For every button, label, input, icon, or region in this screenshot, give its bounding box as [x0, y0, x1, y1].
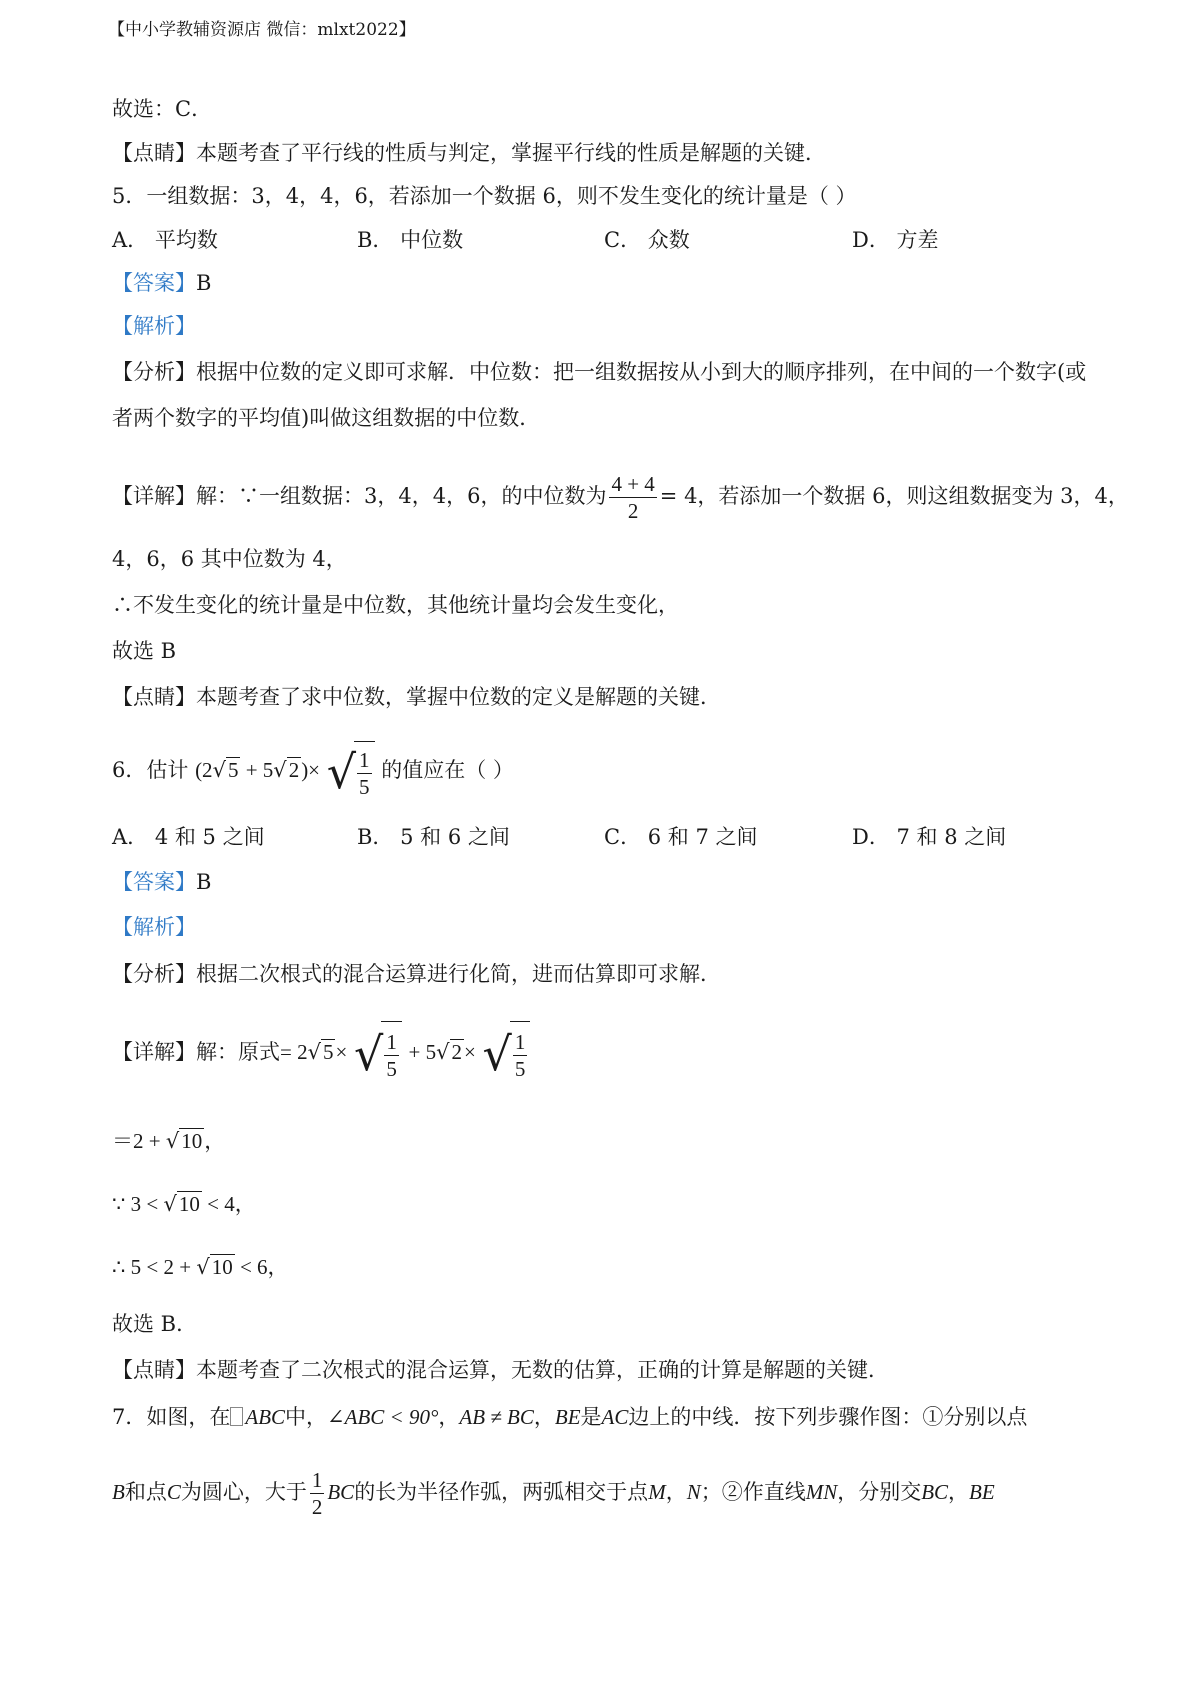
- q7-text: ，: [665, 1480, 687, 1504]
- dianjing-tag: 【点睛】: [112, 141, 196, 165]
- answer-6: [112, 868, 211, 896]
- fraction-numerator: 4 + 4: [611, 472, 655, 496]
- step-radicand: 10: [178, 1192, 200, 1216]
- fraction-numerator: 1: [386, 1030, 397, 1054]
- q6-radicand-5: 5: [227, 758, 239, 782]
- xiangjie-5-line4: 故选 B: [112, 639, 177, 663]
- q7-line-mn: MN: [805, 1480, 838, 1504]
- q7-bc: BC: [327, 1480, 355, 1504]
- analysis-tag-6: 【解析】: [112, 915, 196, 939]
- q6-option-c: C． 6 和 7 之间: [604, 825, 758, 849]
- sqrt-icon: √: [482, 1026, 512, 1081]
- xiangjie-6-line1: [112, 1020, 530, 1086]
- xj6-times-2: ×: [464, 1040, 476, 1064]
- fenxi-5-line1: [112, 358, 1086, 386]
- sqrt-icon: √: [326, 744, 357, 799]
- xiangjie-5-line2: 4，6，6 其中位数为 4，: [112, 547, 347, 571]
- dianjing-4: [112, 139, 826, 167]
- q5-option-c: C． 众数: [604, 228, 690, 252]
- fraction-denominator: 5: [514, 1057, 526, 1081]
- xj6-radicand-2: 2: [451, 1040, 462, 1064]
- answer-5: [112, 269, 211, 297]
- step-suffix: ，: [204, 1129, 226, 1153]
- xj6-sqrt-fraction-2: [483, 1021, 531, 1086]
- dianjing-6: [112, 1356, 889, 1384]
- xiangjie-tag: 【详解】: [112, 1040, 196, 1064]
- q7-point-b: B: [112, 1480, 125, 1504]
- xj6-eq: = 2: [280, 1040, 308, 1064]
- q7-triangle: ABC: [245, 1405, 286, 1429]
- q6-close: )×: [301, 758, 321, 782]
- q6-expr-open: (2: [195, 758, 213, 782]
- fraction-denominator: 2: [311, 1495, 323, 1519]
- fraction-numerator: 1: [359, 748, 370, 772]
- xiangjie-6-end: 故选 B．: [112, 1312, 198, 1336]
- sqrt-icon: √: [163, 1192, 177, 1216]
- dianjing-tag: 【点睛】: [112, 685, 196, 709]
- question-6-stem: [112, 740, 514, 802]
- q6-plus: + 5: [240, 758, 274, 782]
- answer-value: B: [196, 271, 212, 295]
- step-suffix: < 6，: [239, 1255, 289, 1279]
- xiangjie-tag: 【详解】: [112, 484, 196, 508]
- xiangjie-text: 解：原式: [196, 1040, 280, 1064]
- step-prefix: ＝2 +: [112, 1129, 161, 1153]
- fraction-denominator: 5: [359, 775, 370, 799]
- step-radicand: 10: [181, 1129, 203, 1153]
- q7-text: 和点: [124, 1480, 167, 1504]
- fenxi-text: 根据中位数的定义即可求解．中位数：把一组数据按从小到大的顺序排列，在中间的一个数字(或: [196, 360, 1087, 384]
- q5-option-b: B． 中位数: [357, 228, 464, 252]
- fenxi-text: 根据二次根式的混合运算进行化简，进而估算即可求解．: [196, 962, 721, 986]
- q7-point-c: C: [166, 1480, 181, 1504]
- xj6-radicand-5: 5: [322, 1040, 334, 1064]
- sqrt-icon: √: [436, 1040, 450, 1064]
- dianjing-text: 本题考查了二次根式的混合运算，无数的估算，正确的计算是解题的关键．: [196, 1358, 889, 1382]
- q5-option-d: D． 方差: [852, 228, 939, 252]
- step-suffix: < 4，: [207, 1192, 256, 1216]
- q7-point-m: M: [648, 1480, 666, 1504]
- xiangjie-6-step1: [112, 1127, 225, 1155]
- step-prefix: ∵ 3 <: [112, 1192, 159, 1216]
- fenxi-tag: 【分析】: [112, 360, 196, 384]
- xj6-sqrt-fraction-1: [354, 1021, 402, 1086]
- answer-line-choose-c: 故选：C．: [112, 97, 213, 121]
- xiangjie-text-post: = 4，若添加一个数据 6，则这组数据变为 3，4，: [659, 484, 1129, 508]
- xiangjie-5-line1: [112, 468, 1129, 524]
- q6-option-d: D． 7 和 8 之间: [852, 825, 1007, 849]
- fraction-numerator: 1: [514, 1030, 526, 1054]
- sqrt-icon: √: [196, 1255, 210, 1279]
- xiangjie-6-step3: [112, 1253, 289, 1281]
- fraction-denominator: 2: [627, 499, 639, 523]
- q7-text: ，: [533, 1405, 555, 1429]
- triangle-icon: [230, 1407, 243, 1426]
- q7-point-n: N: [686, 1480, 701, 1504]
- dianjing-5: [112, 683, 721, 711]
- xj6-times: ×: [335, 1040, 348, 1064]
- q7-text: 为圆心，大于: [180, 1480, 307, 1504]
- q7-prefix: 7．如图，在: [112, 1405, 231, 1429]
- dianjing-tag: 【点睛】: [112, 1358, 196, 1382]
- fraction-median: [609, 471, 656, 524]
- xiangjie-5-line3: ∴不发生变化的统计量是中位数，其他统计量均会发生变化，: [112, 593, 679, 617]
- fraction-numerator: 1: [311, 1468, 323, 1492]
- q7-text: 的长为半径作弧，两弧相交于点: [354, 1480, 649, 1504]
- q6-prefix: 6．估计: [112, 758, 189, 782]
- q7-be: BE: [554, 1405, 581, 1429]
- q5-option-a: A． 平均数: [112, 228, 218, 252]
- step-radicand: 10: [211, 1255, 233, 1279]
- fenxi-tag: 【分析】: [112, 962, 196, 986]
- q6-sqrt-fraction: [327, 741, 375, 802]
- q6-radicand-2: 2: [288, 758, 300, 782]
- xj6-plus: + 5: [408, 1040, 437, 1064]
- question-5-stem: 5．一组数据：3，4，4，6，若添加一个数据 6，则不发生变化的统计量是（ ）: [112, 184, 857, 208]
- q7-text: 边上的中线．按下列步骤作图：①分别以点: [628, 1405, 1028, 1429]
- q7-be-2: BE: [969, 1480, 995, 1504]
- q7-ac: AC: [601, 1405, 629, 1429]
- answer-value: B: [196, 870, 212, 894]
- sqrt-icon: √: [354, 1026, 384, 1081]
- fraction-denominator: 5: [386, 1057, 397, 1081]
- q7-text: ；②作直线: [700, 1480, 806, 1504]
- sqrt-icon: √: [273, 758, 287, 782]
- answer-tag: 【答案】: [112, 271, 196, 295]
- analysis-tag-5: 【解析】: [112, 314, 196, 338]
- q7-text: ，分别交: [837, 1480, 922, 1504]
- dianjing-text: 本题考查了求中位数，掌握中位数的定义是解题的关键．: [196, 685, 721, 709]
- question-7-line1: [112, 1403, 1027, 1431]
- sqrt-icon: √: [212, 758, 226, 782]
- q7-text: 中，: [285, 1405, 328, 1429]
- xiangjie-6-step2: [112, 1190, 256, 1218]
- q7-bc-2: BC: [921, 1480, 949, 1504]
- answer-tag: 【答案】: [112, 870, 196, 894]
- sqrt-icon: √: [165, 1129, 180, 1153]
- q7-angle: ∠ABC < 90°: [327, 1405, 439, 1429]
- fraction-half: [310, 1467, 325, 1520]
- q7-neq: AB ≠ BC: [459, 1405, 534, 1429]
- q6-suffix: 的值应在（ ）: [381, 758, 514, 782]
- step-prefix: ∴ 5 < 2 +: [112, 1255, 192, 1279]
- dianjing-text: 本题考查了平行线的性质与判定，掌握平行线的性质是解题的关键．: [196, 141, 826, 165]
- xiangjie-text: 解：∵一组数据：3，4，4，6，的中位数为: [196, 484, 607, 508]
- question-7-line2: [112, 1462, 995, 1522]
- q6-option-b: B． 5 和 6 之间: [357, 825, 510, 849]
- q6-option-a: A． 4 和 5 之间: [112, 825, 265, 849]
- sqrt-icon: √: [307, 1040, 321, 1064]
- q7-text: 是: [580, 1405, 602, 1429]
- fenxi-5-line2: 者两个数字的平均值)叫做这组数据的中位数．: [112, 406, 541, 430]
- page-header: 【中小学教辅资源店 微信：mlxt2022】: [108, 20, 416, 40]
- q7-text: ，: [948, 1480, 970, 1504]
- q7-text: ，: [438, 1405, 460, 1429]
- fenxi-6: [112, 960, 721, 988]
